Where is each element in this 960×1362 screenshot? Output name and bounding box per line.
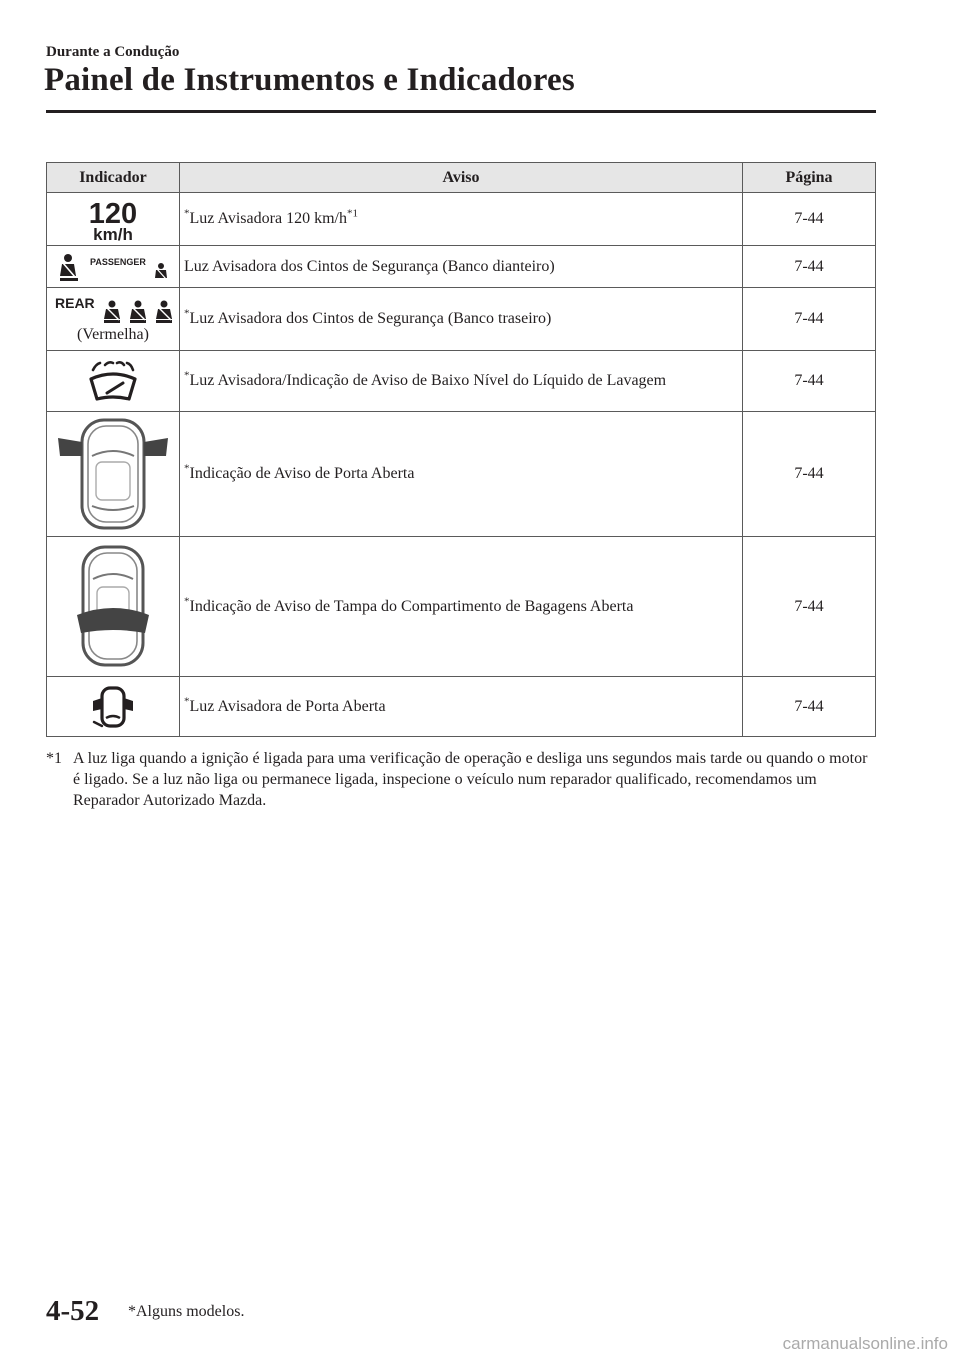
column-header-warning: Aviso bbox=[180, 163, 743, 193]
indicator-cell bbox=[47, 537, 180, 677]
washer-fluid-icon bbox=[87, 359, 139, 403]
warning-cell bbox=[180, 288, 743, 351]
table-row bbox=[47, 677, 876, 737]
column-header-page: Página bbox=[743, 163, 876, 193]
title-rule bbox=[46, 110, 876, 113]
warning-cell bbox=[180, 412, 743, 537]
asterisk-mark: * bbox=[184, 695, 190, 708]
asterisk-mark: * bbox=[184, 307, 190, 320]
icon-text-passenger: PASSENGER bbox=[90, 256, 146, 267]
warning-text: Luz Avisadora de Porta Aberta bbox=[189, 697, 386, 715]
asterisk-mark: * bbox=[184, 369, 190, 382]
section-label: Durante a Condução bbox=[46, 44, 180, 60]
page-title: Painel de Instrumentos e Indicadores bbox=[44, 62, 575, 98]
table-row bbox=[47, 193, 876, 246]
page-cell: 7-44 bbox=[743, 351, 876, 412]
speed-120-kmh-icon bbox=[81, 196, 145, 242]
warning-text: Luz Avisadora dos Cintos de Segurança (Banco traseiro) bbox=[189, 310, 552, 327]
column-header-indicator: Indicador bbox=[47, 163, 180, 193]
icon-caption-red: (Vermelha) bbox=[77, 326, 149, 343]
watermark: carmanualsonline.info bbox=[782, 1334, 948, 1353]
page-cell: 7-44 bbox=[743, 537, 876, 677]
page-cell: 7-44 bbox=[743, 246, 876, 288]
asterisk-mark: * bbox=[184, 595, 190, 608]
warning-cell bbox=[180, 246, 743, 288]
footnote-mark: *1 bbox=[46, 750, 62, 767]
icon-text-rear: REAR bbox=[55, 295, 95, 311]
warning-text: Luz Avisadora 120 km/h bbox=[189, 210, 347, 227]
icon-text-120: 120 bbox=[88, 198, 138, 230]
warning-text: Indicação de Aviso de Porta Aberta bbox=[189, 465, 415, 482]
table-row bbox=[47, 246, 876, 288]
indicator-cell bbox=[47, 351, 180, 412]
car-liftgate-open-icon bbox=[63, 543, 163, 671]
asterisk-mark: * bbox=[184, 462, 190, 475]
warning-text: Indicação de Aviso de Tampa do Compartimento de Bagagens Aberta bbox=[189, 597, 634, 615]
table-row bbox=[47, 351, 876, 412]
warning-cell bbox=[180, 351, 743, 412]
footnote bbox=[46, 748, 876, 811]
rear-seatbelt-icon bbox=[53, 294, 173, 324]
table-row bbox=[47, 288, 876, 351]
footnote-ref: *1 bbox=[346, 207, 358, 220]
table-header-row bbox=[47, 163, 876, 193]
warning-text: Luz Avisadora/Indicação de Aviso de Baixo Nível do Líquido de Lavagem bbox=[189, 372, 667, 389]
indicator-cell bbox=[47, 246, 180, 288]
warning-cell bbox=[180, 677, 743, 737]
table-row bbox=[47, 537, 876, 677]
car-door-open-icon bbox=[54, 416, 172, 532]
door-ajar-icon bbox=[90, 684, 136, 730]
seatbelt-passenger-icon bbox=[54, 252, 172, 282]
indicator-cell bbox=[47, 412, 180, 537]
indicator-cell bbox=[47, 193, 180, 246]
page-cell: 7-44 bbox=[743, 412, 876, 537]
indicator-table bbox=[46, 162, 876, 737]
indicator-cell bbox=[47, 288, 180, 351]
warning-text: Luz Avisadora dos Cintos de Segurança (Banco dianteiro) bbox=[184, 257, 555, 275]
page-cell: 7-44 bbox=[743, 288, 876, 351]
some-models-note: *Alguns modelos. bbox=[128, 1303, 245, 1320]
page-cell: 7-44 bbox=[743, 677, 876, 737]
warning-cell bbox=[180, 537, 743, 677]
indicator-cell bbox=[47, 677, 180, 737]
warning-cell bbox=[180, 193, 743, 246]
page-number: 4-52 bbox=[46, 1295, 100, 1327]
footnote-text: A luz liga quando a ignição é ligada para uma verificação de operação e desliga uns segundos mais tarde ou quando o motor é ligado. Se a luz não liga ou permanece ligada, inspecione o veículo num reparador qualificado, recomendamos um Reparador Autorizado Mazda. bbox=[73, 750, 868, 809]
asterisk-mark: * bbox=[184, 207, 190, 220]
page-cell: 7-44 bbox=[743, 193, 876, 246]
icon-text-kmh: km/h bbox=[93, 225, 133, 242]
table-row bbox=[47, 412, 876, 537]
